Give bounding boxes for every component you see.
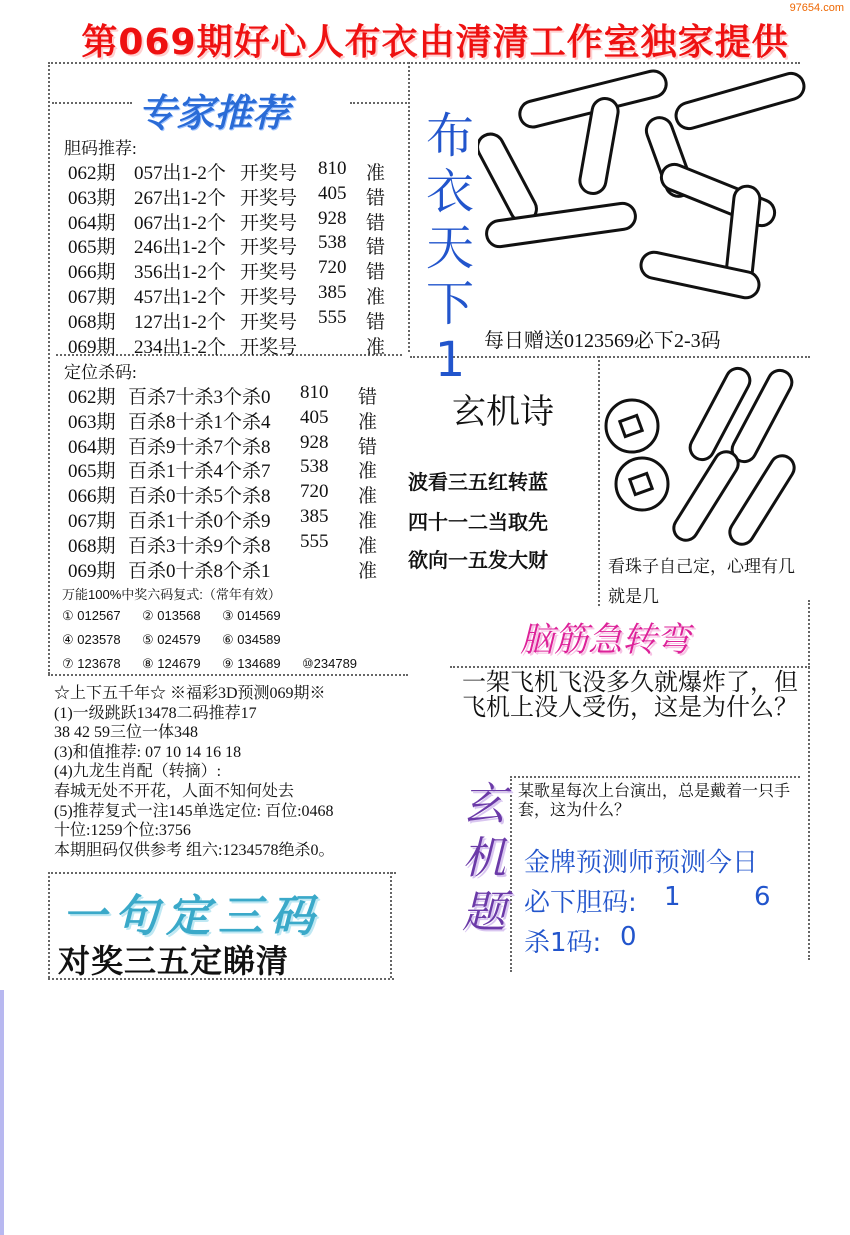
dan-verdict: 准 — [366, 287, 386, 308]
kill-result: 405 — [300, 406, 329, 428]
dan-pick: 457出1-2个 — [134, 287, 226, 308]
kill-period: 063期 — [68, 411, 116, 433]
dan-period: 068期 — [68, 311, 116, 333]
forecast-line: (4)九龙生肖配（转摘）: — [54, 763, 222, 781]
kill-period: 062期 — [68, 387, 116, 408]
sticks-25-illustration — [478, 66, 808, 318]
kill-label: 定位杀码: — [64, 363, 137, 382]
xuanji-char: 题 — [462, 887, 506, 938]
buyi-char: 布 — [425, 108, 474, 164]
forecast-line: (1)一级跳跃13478二码推荐17 — [54, 704, 257, 722]
gold-kill-label: 杀1码: — [524, 928, 602, 958]
fuxuan-item: ⑥ 034589 — [222, 632, 281, 647]
dan-result: 405 — [318, 182, 347, 204]
kill-verdict: 准 — [358, 411, 378, 433]
kill-result: 385 — [300, 506, 329, 527]
dan-period: 069期 — [68, 336, 116, 358]
divider — [48, 62, 800, 64]
dan-result: 810 — [318, 158, 347, 179]
dan-period: 062期 — [68, 163, 116, 184]
divider — [408, 62, 410, 352]
dan-pick: 234出1-2个 — [134, 336, 226, 358]
dan-label: 开奖号 — [240, 336, 298, 358]
kill-verdict: 错 — [358, 436, 378, 458]
forecast-line: (3)和值推荐: 07 10 14 16 18 — [54, 743, 242, 761]
xuanji-title — [456, 778, 512, 940]
buyi-vertical-title — [420, 108, 480, 388]
fuxuan-item: ③ 014569 — [222, 608, 281, 623]
edge-strip — [0, 990, 4, 1235]
gold-kill-value: 0 — [620, 922, 637, 952]
fuxuan-label: 万能100%中奖六码复式:（常年有效） — [62, 587, 281, 602]
poem-title: 玄机诗 — [452, 392, 554, 432]
expert-title: 专家推荐 — [138, 90, 291, 135]
kill-verdict: 准 — [358, 511, 378, 532]
kill-pick: 百杀0十杀5个杀8 — [128, 486, 271, 508]
dan-verdict: 错 — [366, 212, 386, 234]
dan-verdict: 错 — [366, 262, 386, 284]
dan-label: 开奖号 — [240, 187, 298, 209]
kill-period: 065期 — [68, 461, 116, 483]
dan-result: 538 — [318, 232, 347, 254]
coins-sticks-illustration — [600, 360, 810, 550]
gold-forecast-title: 金牌预测师预测今日 — [524, 848, 759, 878]
kill-pick: 百杀1十杀4个杀7 — [128, 461, 271, 483]
dan-period: 065期 — [68, 237, 116, 259]
dan-label: 开奖号 — [240, 262, 298, 284]
site-watermark: 97654.com — [789, 2, 844, 14]
kill-pick: 百杀3十杀9个杀8 — [128, 535, 271, 557]
kill-pick: 百杀8十杀1个杀4 — [128, 411, 271, 433]
dan-pick: 356出1-2个 — [134, 262, 226, 284]
buyi-char: 天 — [425, 220, 474, 276]
daily-gift-text: 每日赠送0123569必下2-3码 — [484, 330, 721, 352]
dan-result: 720 — [318, 257, 347, 279]
kill-pick: 百杀1十杀0个杀9 — [128, 511, 271, 532]
kill-period: 066期 — [68, 486, 116, 508]
dan-verdict: 错 — [366, 237, 386, 259]
dan-result: 385 — [318, 282, 347, 303]
kill-pick: 百杀0十杀8个杀1 — [128, 560, 271, 582]
dan-period: 064期 — [68, 212, 116, 234]
buyi-char: 衣 — [425, 164, 474, 220]
kill-period: 069期 — [68, 560, 116, 582]
gold-kill-row — [524, 922, 724, 956]
kill-period: 067期 — [68, 511, 116, 532]
poem-line: 欲向一五发大财 — [408, 548, 548, 572]
kill-verdict: 错 — [358, 387, 378, 408]
kill-result: 810 — [300, 382, 329, 403]
forecast-line: 38 42 59三位一体348 — [54, 724, 199, 742]
page-title: 第069期好心人布衣由清清工作室独家提供 — [81, 22, 789, 63]
forecast-line: 十位:1259个位:3756 — [54, 822, 191, 840]
divider — [48, 62, 50, 674]
dan-label: 开奖号 — [240, 311, 298, 333]
dan-period: 066期 — [68, 262, 116, 284]
poem-line: 四十一二当取先 — [408, 510, 548, 534]
kill-result: 928 — [300, 431, 329, 453]
kill-result: 720 — [300, 481, 329, 503]
kill-period: 064期 — [68, 436, 116, 458]
dan-pick: 127出1-2个 — [134, 311, 226, 333]
gold-dan-label: 必下胆码: — [524, 888, 637, 918]
gold-dan-value: 1 — [664, 882, 681, 912]
kill-period: 068期 — [68, 535, 116, 557]
dan-label: 胆码推荐: — [64, 139, 137, 158]
divider — [510, 776, 800, 778]
gold-dan-row — [524, 882, 784, 916]
kill-result: 538 — [300, 456, 329, 478]
divider — [390, 872, 392, 978]
kill-verdict: 准 — [358, 461, 378, 483]
buyi-char: 下 — [425, 276, 474, 332]
dan-period: 063期 — [68, 187, 116, 209]
xuanji-riddle: 某歌星每次上台演出，总是戴着一只手套，这为什么？ — [518, 783, 791, 819]
brain-teaser-title: 脑筋急转弯 — [520, 620, 690, 660]
dan-result: 928 — [318, 207, 347, 229]
kill-result: 555 — [300, 530, 329, 552]
fuxuan-item: ⑨ 134689 — [222, 656, 281, 671]
forecast-line: 春城无处不开花，人面不知何处去 — [54, 783, 295, 800]
divider — [350, 102, 410, 104]
dan-label: 开奖号 — [240, 212, 298, 234]
dan-verdict: 准 — [366, 163, 386, 184]
dan-pick: 246出1-2个 — [134, 237, 226, 259]
dan-result: 555 — [318, 306, 347, 328]
kill-verdict: 准 — [358, 535, 378, 557]
fuxuan-item: ② 013568 — [142, 608, 201, 623]
gold-dan-value: 6 — [754, 882, 771, 912]
kill-pick: 百杀7十杀3个杀0 — [128, 387, 271, 408]
fuxuan-item: ⑩234789 — [302, 656, 358, 671]
forecast-line: 本期胆码仅供参考 组六:1234578绝杀0。 — [54, 841, 335, 859]
dan-label: 开奖号 — [240, 287, 298, 308]
divider — [808, 600, 810, 960]
poem-hint: 看珠子自己定，心理有几就是几 — [608, 557, 795, 607]
slogan-subtitle: 对奖三五定睇清 — [58, 942, 290, 980]
dan-label: 开奖号 — [240, 237, 298, 259]
fuxuan-item: ⑧ 124679 — [142, 656, 201, 671]
dan-verdict: 错 — [366, 311, 386, 333]
dan-verdict: 准 — [366, 336, 386, 358]
fuxuan-item: ⑦ 123678 — [62, 656, 121, 671]
dan-pick: 067出1-2个 — [134, 212, 226, 234]
xuanji-char: 机 — [462, 833, 506, 884]
dan-pick: 267出1-2个 — [134, 187, 226, 209]
divider — [52, 102, 132, 104]
divider — [48, 674, 408, 676]
fuxuan-item: ⑤ 024579 — [142, 632, 201, 647]
brain-teaser-riddle: 一架飞机飞没多久就爆炸了，但飞机上没人受伤，这是为什么？ — [462, 668, 798, 721]
fuxuan-item: ④ 023578 — [62, 632, 121, 647]
kill-verdict: 准 — [358, 560, 378, 582]
kill-verdict: 准 — [358, 486, 378, 508]
buyi-char: 1 — [434, 332, 466, 388]
slogan-title: 一句定三码 — [62, 891, 322, 942]
divider — [48, 872, 396, 874]
forecast-line: (5)推荐复式一注145单选定位: 百位:0468 — [54, 802, 334, 820]
xuanji-char: 玄 — [462, 779, 506, 830]
divider — [48, 872, 50, 978]
dan-label: 开奖号 — [240, 163, 298, 184]
dan-verdict: 错 — [366, 187, 386, 209]
dan-pick: 057出1-2个 — [134, 163, 226, 184]
kill-pick: 百杀9十杀7个杀8 — [128, 436, 271, 458]
poem-line: 波看三五红转蓝 — [408, 470, 548, 494]
forecast-line: ☆上下五千年☆ ※福彩3D预测069期※ — [54, 685, 326, 702]
dan-period: 067期 — [68, 287, 116, 308]
fuxuan-item: ① 012567 — [62, 608, 121, 623]
